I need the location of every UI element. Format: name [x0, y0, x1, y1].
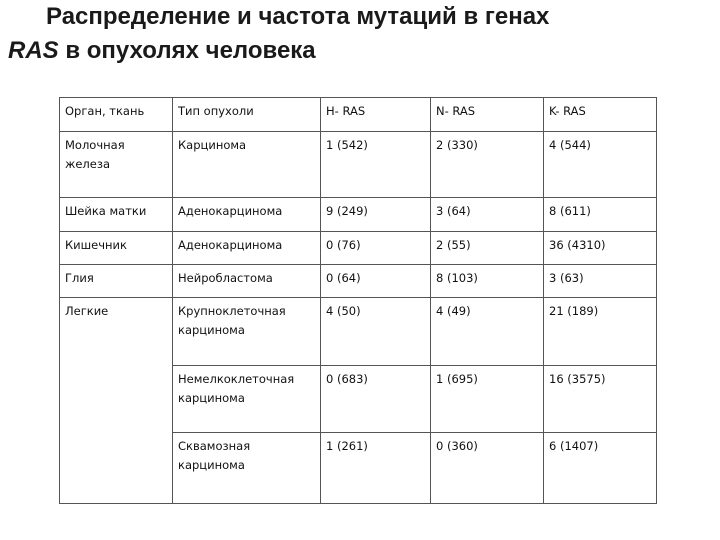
header-organ: Орган, ткань: [60, 98, 173, 132]
cell-organ: Шейка матки: [60, 198, 173, 232]
cell-k-ras: 8 (611): [544, 198, 657, 232]
cell-n-ras: 2 (330): [431, 132, 544, 198]
cell-tumor: Немелкоклеточная карцинома: [173, 366, 321, 433]
cell-k-ras: 36 (4310): [544, 232, 657, 265]
header-k-ras: K- RAS: [544, 98, 657, 132]
header-tumor-type: Тип опухоли: [173, 98, 321, 132]
title-line-2: [8, 34, 708, 68]
cell-organ: Кишечник: [60, 232, 173, 265]
cell-h-ras: 9 (249): [321, 198, 431, 232]
slide-title: [8, 0, 708, 68]
cell-n-ras: 1 (695): [431, 366, 544, 433]
cell-tumor: Аденокарцинома: [173, 198, 321, 232]
ras-mutation-table: [59, 97, 657, 504]
table-row: [60, 132, 657, 198]
cell-k-ras: 3 (63): [544, 265, 657, 298]
title-line-2-rest: в опухолях человека: [58, 37, 316, 64]
table-row: [60, 232, 657, 265]
cell-h-ras: 1 (542): [321, 132, 431, 198]
cell-k-ras: 6 (1407): [544, 433, 657, 504]
cell-tumor: Сквамозная карцинома: [173, 433, 321, 504]
table-row: [60, 198, 657, 232]
cell-organ-merged: Легкие: [60, 298, 173, 504]
title-line-1: Распределение и частота мутаций в генах: [46, 3, 550, 30]
cell-tumor: Крупноклеточная карцинома: [173, 298, 321, 366]
title-gene-name: RAS: [8, 37, 59, 64]
header-n-ras: N- RAS: [431, 98, 544, 132]
cell-n-ras: 2 (55): [431, 232, 544, 265]
cell-h-ras: 1 (261): [321, 433, 431, 504]
cell-h-ras: 4 (50): [321, 298, 431, 366]
cell-tumor: Нейробластома: [173, 265, 321, 298]
cell-k-ras: 21 (189): [544, 298, 657, 366]
header-h-ras: H- RAS: [321, 98, 431, 132]
cell-h-ras: 0 (64): [321, 265, 431, 298]
cell-tumor: Аденокарцинома: [173, 232, 321, 265]
cell-organ: Молочная железа: [60, 132, 173, 198]
cell-n-ras: 8 (103): [431, 265, 544, 298]
cell-tumor: Карцинома: [173, 132, 321, 198]
cell-h-ras: 0 (683): [321, 366, 431, 433]
cell-organ: Глия: [60, 265, 173, 298]
cell-n-ras: 0 (360): [431, 433, 544, 504]
cell-n-ras: 3 (64): [431, 198, 544, 232]
cell-k-ras: 16 (3575): [544, 366, 657, 433]
cell-k-ras: 4 (544): [544, 132, 657, 198]
table-row: [60, 298, 657, 366]
cell-n-ras: 4 (49): [431, 298, 544, 366]
cell-h-ras: 0 (76): [321, 232, 431, 265]
table-row: [60, 265, 657, 298]
table-header-row: [60, 98, 657, 132]
